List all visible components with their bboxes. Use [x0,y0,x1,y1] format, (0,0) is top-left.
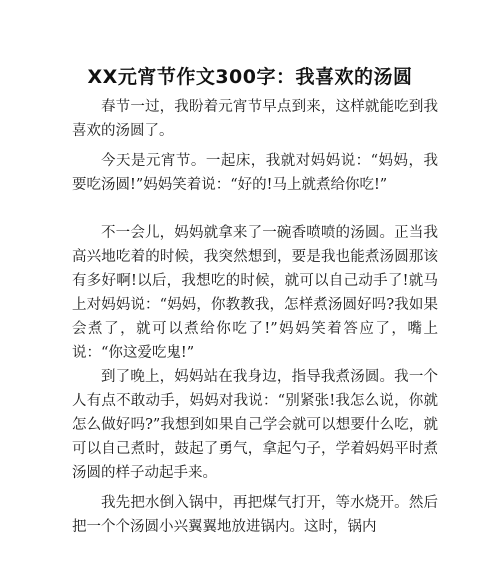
paragraph-3: 不一会儿，妈妈就拿来了一碗香喷喷的汤圆。正当我高兴地吃着的时候，我突然想到，要是我也能煮汤圆那该有多好啊!以后，我想吃的时候，就可以自己动手了!就马上对妈妈说：“妈妈，你教教我，怎样煮汤圆好吗?我如果会煮了，就可以煮给你吃了!”妈妈笑着答应了，嘴上说：“你这爱吃鬼!” [72,225,438,361]
paragraph-5: 我先把水倒入锅中，再把煤气打开，等水烧开。然后把一个个汤圆小兴翼翼地放进锅内。这时，锅内 [72,495,438,535]
paragraph-2: 今天是元宵节。一起床，我就对妈妈说：“妈妈，我要吃汤圆!”妈妈笑着说：“好的!马上就煮给你吃!” [72,153,438,193]
document-title: XX元宵节作文300字：我喜欢的汤圆 [87,66,413,88]
document-body [72,95,438,539]
paragraph-4: 到了晚上，妈妈站在我身边，指导我煮汤圆。我一个人有点不敢动手，妈妈对我说：“别紧张!我怎么说，你就怎么做好吗?”我想到如果自己学会就可以想要什么吃，就可以自己煮时，鼓起了勇气，拿起勺子，学着妈妈平时煮汤圆的样子动起手来。 [72,369,438,481]
paragraph-1: 春节一过，我盼着元宵节早点到来，这样就能吃到我喜欢的汤圆了。 [72,99,438,139]
paragraph-blank-line [72,197,438,221]
